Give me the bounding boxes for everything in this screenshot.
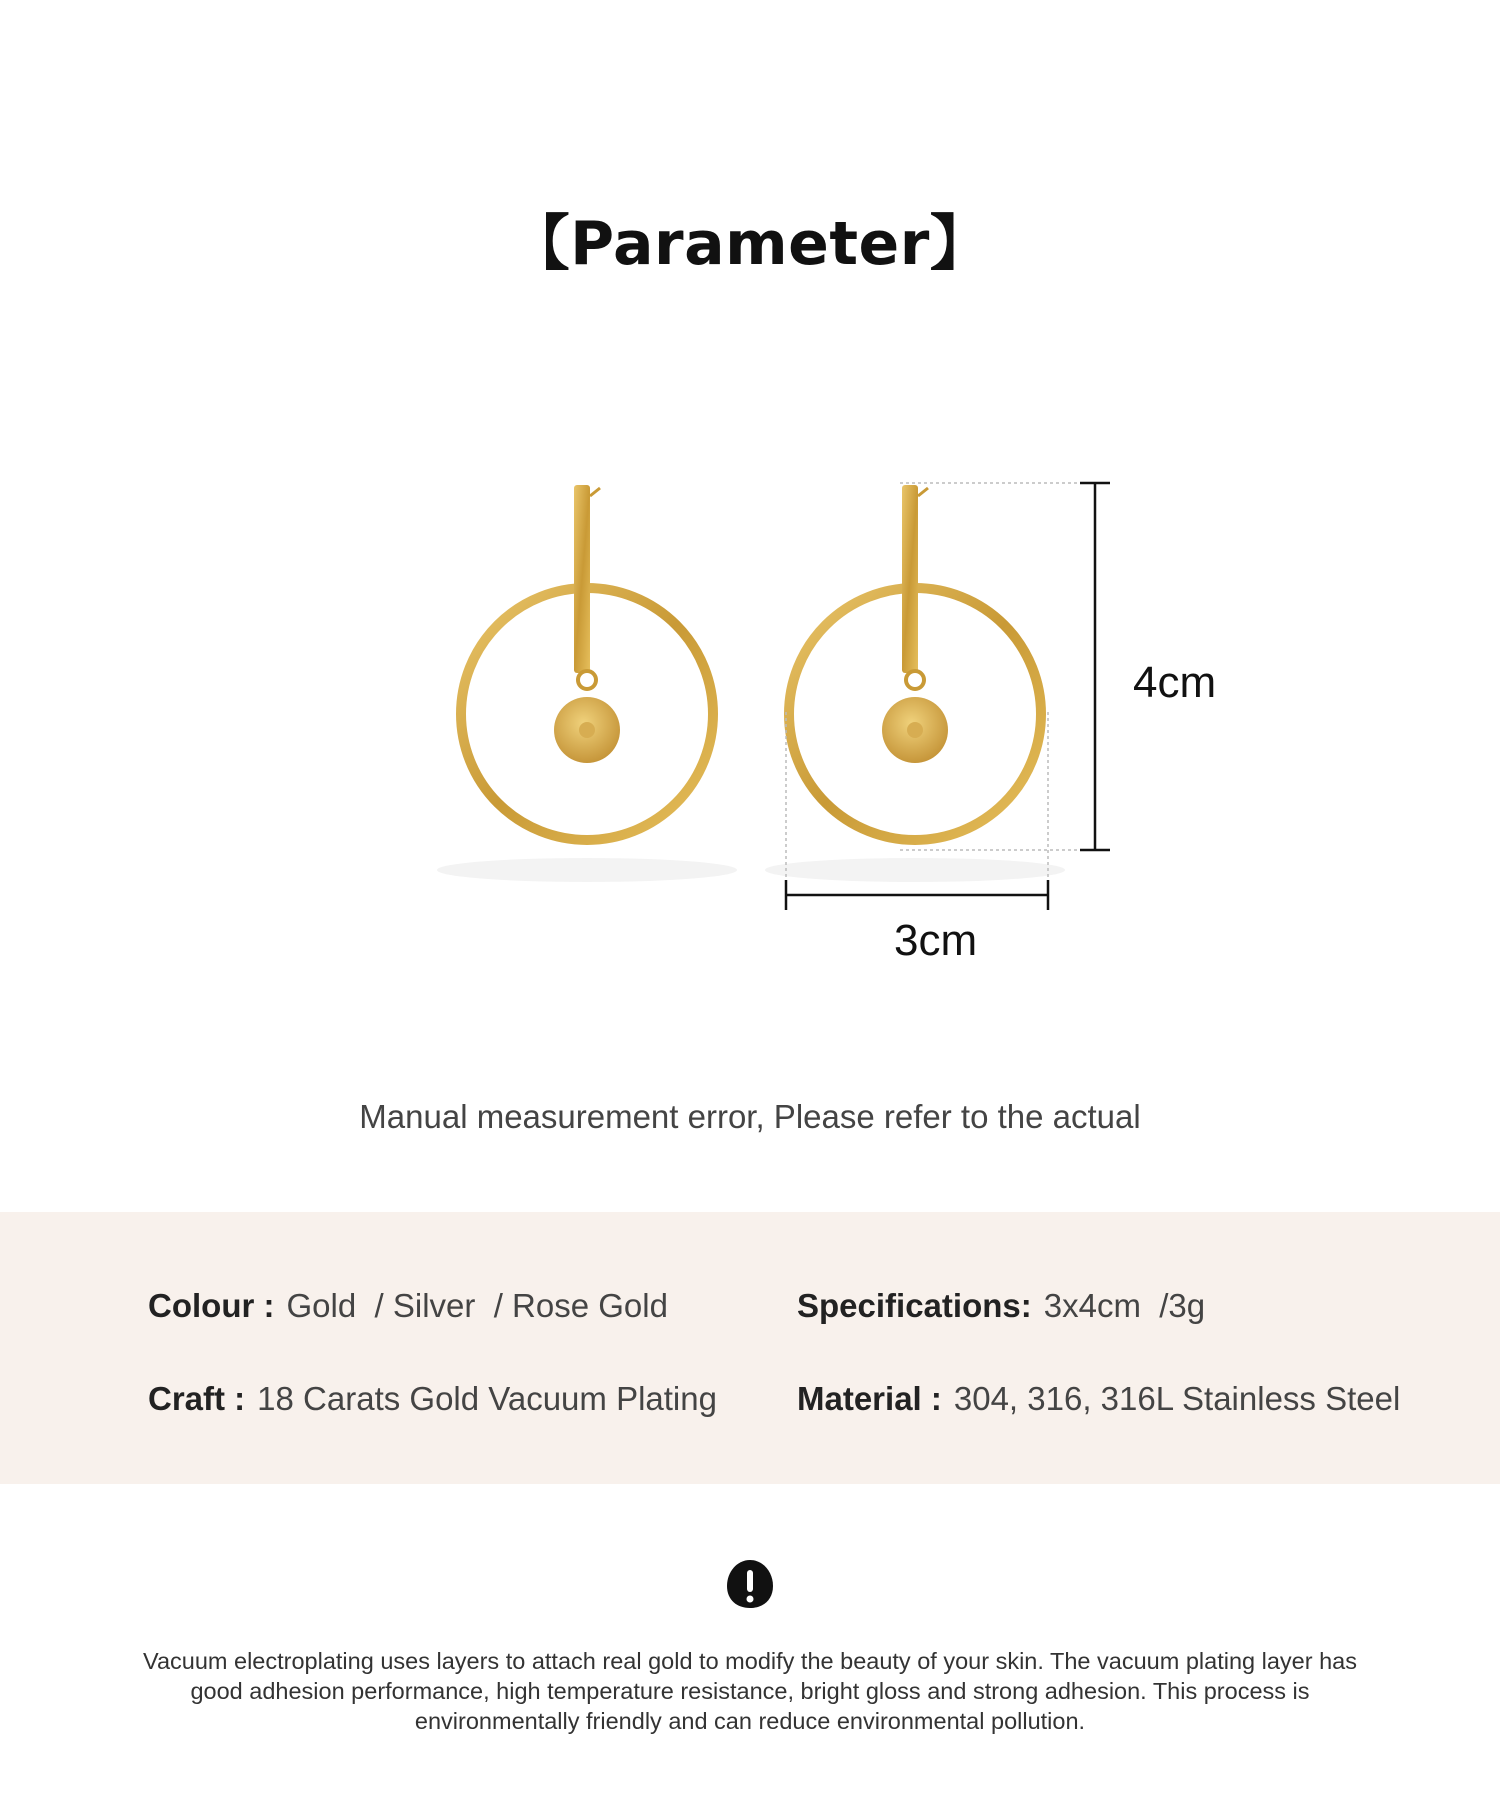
width-label: 3cm	[894, 916, 978, 965]
spec-material-label: Material :	[797, 1380, 942, 1417]
spec-colour-value: Gold / Silver / Rose Gold	[286, 1287, 668, 1324]
measurement-note: Manual measurement error, Please refer to the actual	[359, 1098, 1141, 1135]
earring-right	[765, 485, 1065, 882]
spec-specifications	[797, 1287, 1205, 1325]
spec-material	[797, 1380, 1400, 1418]
spec-colour	[148, 1287, 668, 1325]
height-label: 4cm	[1133, 658, 1217, 707]
earrings-illustration	[0, 440, 1500, 1000]
spec-craft	[148, 1380, 717, 1418]
page-title: 【Parameter】	[509, 209, 991, 279]
spec-specifications-value: 3x4cm /3g	[1043, 1287, 1206, 1324]
exclamation-icon	[725, 1558, 775, 1610]
spec-craft-label: Craft :	[148, 1380, 246, 1417]
spec-material-value: 304, 316, 316L Stainless Steel	[953, 1380, 1401, 1417]
spec-colour-label: Colour :	[148, 1287, 275, 1324]
product-figure	[0, 440, 1500, 1000]
plating-description: Vacuum electroplating uses layers to attach real gold to modify the beauty of your skin. The vacuum plating layer has good adhesion performance, high temperature resistance, bright gloss and strong adhesion. This process is environmentally friendly and can reduce environmental pollution.	[143, 1648, 1357, 1734]
earring-left	[437, 485, 737, 882]
spec-panel	[0, 1212, 1500, 1484]
spec-craft-value: 18 Carats Gold Vacuum Plating	[257, 1380, 717, 1417]
spec-specifications-label: Specifications:	[797, 1287, 1032, 1324]
